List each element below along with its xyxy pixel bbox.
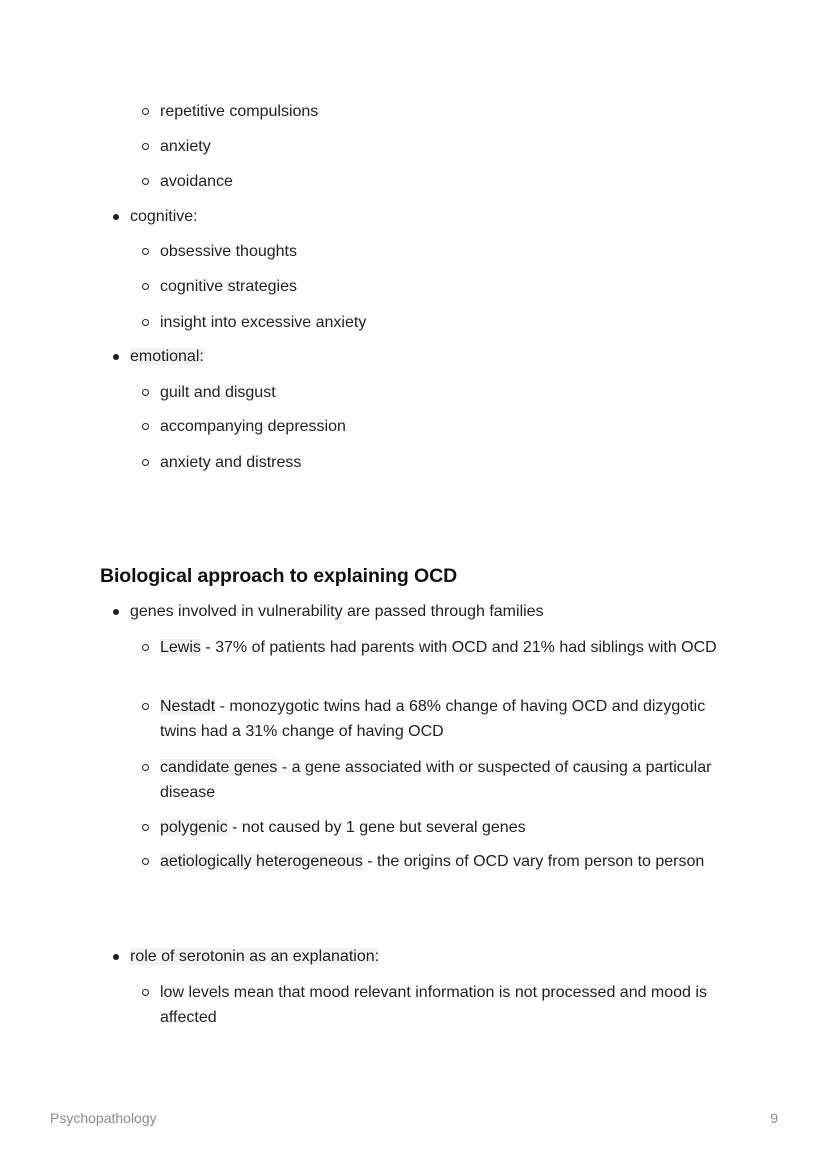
list-item: accompanying depression — [160, 414, 730, 439]
list-item-serotonin: role of serotonin as an explanation: — [130, 944, 770, 969]
disc-bullet-icon — [113, 354, 119, 360]
circle-bullet-icon — [142, 248, 149, 255]
circle-bullet-icon — [142, 764, 149, 771]
circle-bullet-icon — [142, 989, 149, 996]
term: Nestadt — [160, 698, 216, 715]
circle-bullet-icon — [142, 459, 149, 466]
circle-bullet-icon — [142, 423, 149, 430]
list-item: guilt and disgust — [160, 380, 730, 405]
list-item: anxiety — [160, 134, 730, 159]
disc-bullet-icon — [113, 954, 119, 960]
list-item-genes: genes involved in vulnerability are passed through families — [130, 599, 770, 624]
list-item: repetitive compulsions — [160, 99, 730, 124]
circle-bullet-icon — [142, 644, 149, 651]
list-item: polygenic - not caused by 1 gene but several genes — [160, 815, 730, 840]
section-heading: Biological approach to explaining OCD — [100, 565, 458, 587]
list-item-cognitive: cognitive: — [130, 204, 770, 229]
circle-bullet-icon — [142, 319, 149, 326]
list-item: Nestadt - monozygotic twins had a 68% change of having OCD and dizygotic twins had a 31% change of having OCD — [160, 694, 730, 744]
list-item: cognitive strategies — [160, 274, 730, 299]
page-number: 9 — [770, 1110, 778, 1126]
term: candidate genes — [160, 759, 278, 776]
term: aetiologically heterogeneous — [160, 853, 363, 870]
circle-bullet-icon — [142, 178, 149, 185]
list-item: obsessive thoughts — [160, 239, 730, 264]
circle-bullet-icon — [142, 824, 149, 831]
list-item: low levels mean that mood relevant information is not processed and mood is affected — [160, 980, 730, 1030]
list-item-emotional: emotional: — [130, 344, 770, 369]
list-item: avoidance — [160, 169, 730, 194]
term: polygenic — [160, 819, 228, 836]
footer-subject: Psychopathology — [50, 1110, 157, 1126]
list-item: insight into excessive anxiety — [160, 310, 730, 335]
list-item: candidate genes - a gene associated with or suspected of causing a particular disease — [160, 755, 730, 805]
circle-bullet-icon — [142, 108, 149, 115]
circle-bullet-icon — [142, 283, 149, 290]
list-item: aetiologically heterogeneous - the origins of OCD vary from person to person — [160, 849, 730, 874]
circle-bullet-icon — [142, 858, 149, 865]
disc-bullet-icon — [113, 214, 119, 220]
disc-bullet-icon — [113, 609, 119, 615]
list-item: anxiety and distress — [160, 450, 730, 475]
circle-bullet-icon — [142, 389, 149, 396]
circle-bullet-icon — [142, 143, 149, 150]
circle-bullet-icon — [142, 703, 149, 710]
list-item: Lewis - 37% of patients had parents with OCD and 21% had siblings with OCD — [160, 635, 730, 660]
term: Lewis — [160, 639, 201, 656]
